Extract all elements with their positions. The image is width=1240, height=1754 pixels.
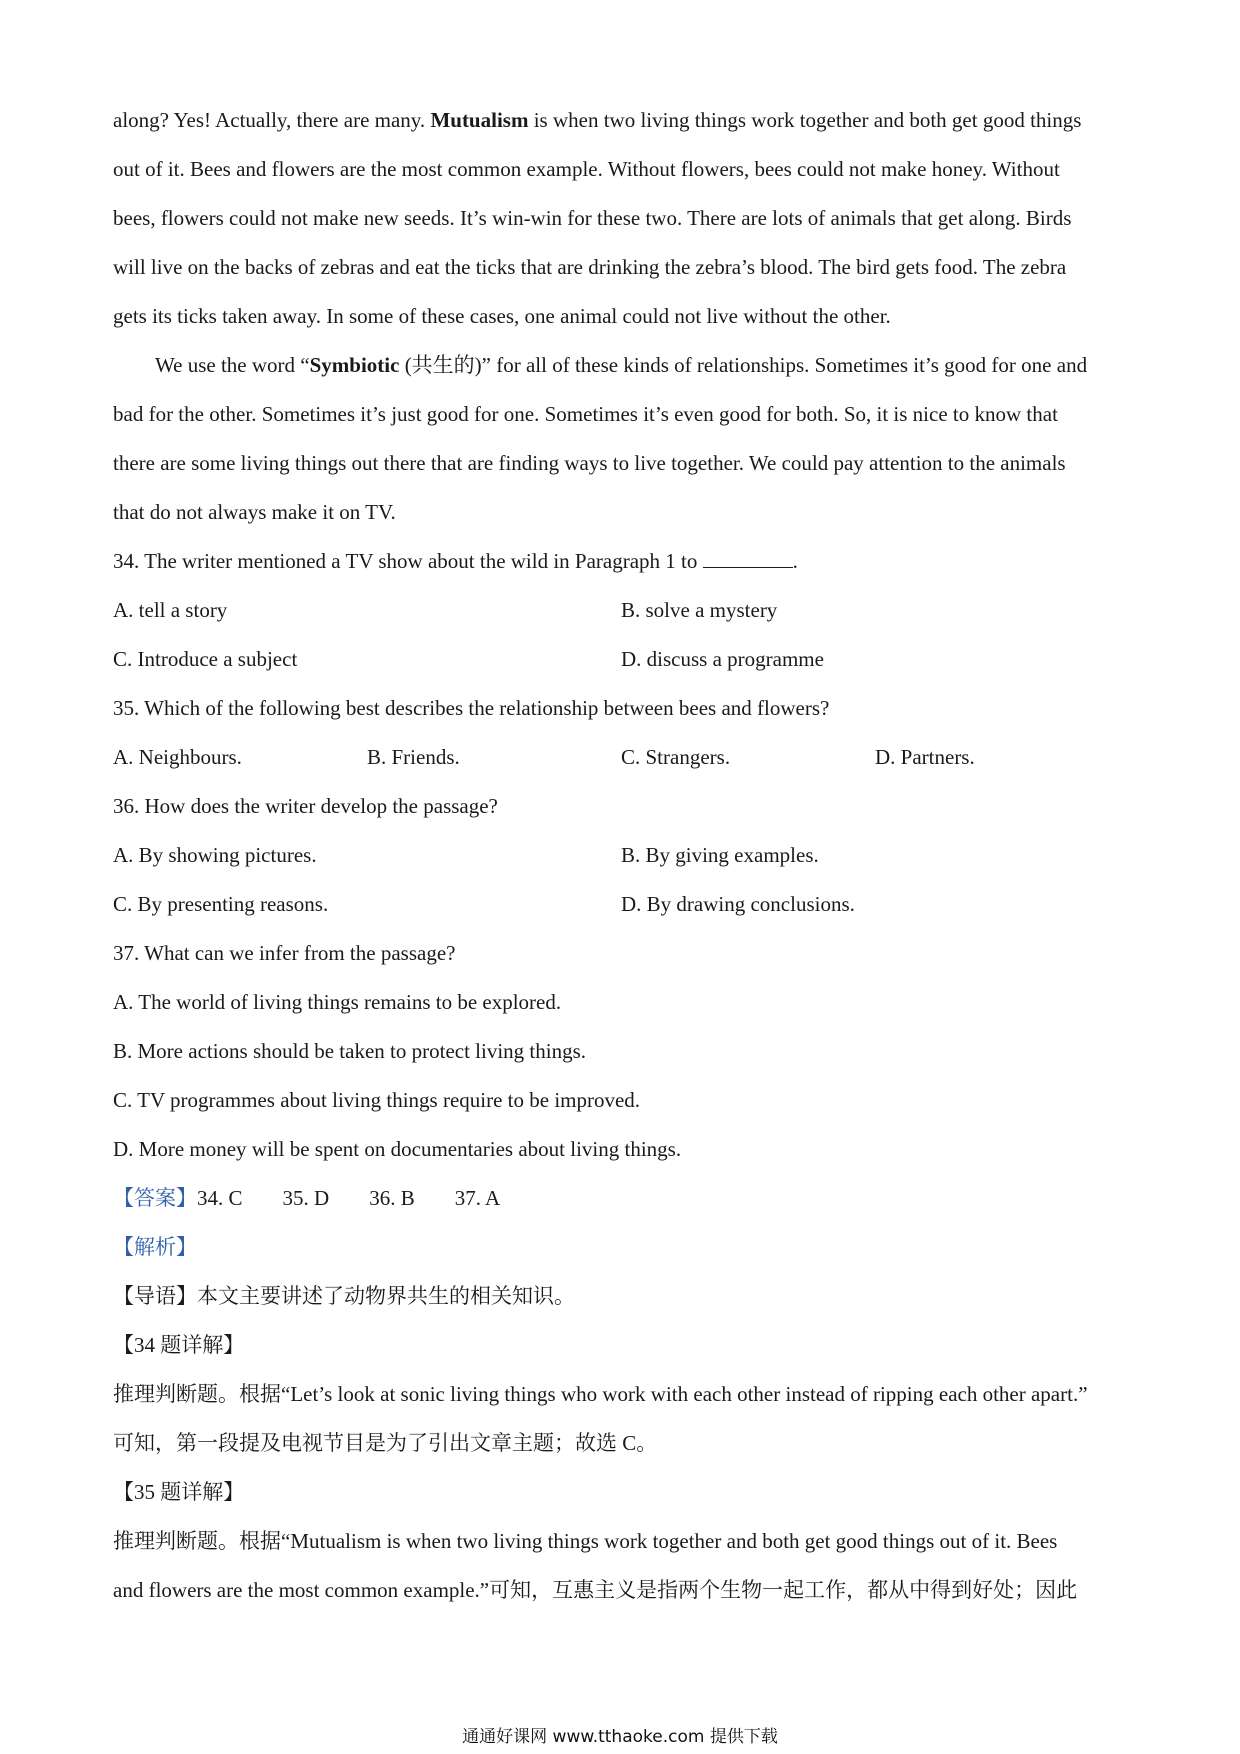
analysis-intro: 【导语】本文主要讲述了动物界共生的相关知识。 (113, 1284, 575, 1308)
analysis-heading-34: 【34 题详解】 (113, 1333, 245, 1357)
question-36-options (113, 831, 1133, 880)
answer-35: 35. D (282, 1186, 330, 1210)
analysis-heading-35: 【35 题详解】 (113, 1480, 245, 1504)
option-c: C. Strangers. (621, 745, 731, 769)
passage-line: bees, flowers could not make new seeds. It’s win-win for these two. There are lots of animals that get along. Birds (113, 206, 1072, 230)
answer-34: 34. C (197, 1186, 243, 1210)
option-a: A. The world of living things remains to be explored. (113, 990, 562, 1014)
question-35-stem: 35. Which of the following best describes the relationship between bees and flowers? (113, 696, 830, 720)
answer-label: 【答案】 (113, 1186, 197, 1210)
passage-line: that do not always make it on TV. (113, 500, 396, 524)
question-34-options (113, 586, 1133, 635)
answer-37: 37. A (454, 1186, 501, 1210)
analysis-text: 推理判断题。根据“Mutualism is when two living things work together and both get good things out of it. Bees (113, 1529, 1058, 1553)
term-symbiotic: Symbiotic (309, 353, 400, 377)
option-c: C. Introduce a subject (113, 647, 298, 671)
question-34-options (113, 635, 1133, 684)
passage-line: bad for the other. Sometimes it’s just good for one. Sometimes it’s even good for both. So, it is nice to know that (113, 402, 1058, 426)
question-37-stem: 37. What can we infer from the passage? (113, 941, 456, 965)
document-page (113, 96, 1133, 1615)
analysis-text: and flowers are the most common example.”可知，互惠主义是指两个生物一起工作，都从中得到好处；因此 (113, 1578, 1078, 1602)
answer-blank (703, 553, 793, 568)
option-d: D. Partners. (875, 745, 975, 769)
answer-36: 36. B (369, 1186, 415, 1210)
passage-line: We use the word “Symbiotic (共生的)” for all of these kinds of relationships. Sometimes it’s good for one and (155, 353, 1088, 377)
option-b: B. Friends. (367, 745, 460, 769)
answer-line (113, 1174, 1133, 1223)
analysis-label: 【解析】 (113, 1235, 197, 1259)
option-d: D. discuss a programme (621, 647, 824, 671)
option-b: B. solve a mystery (621, 598, 778, 622)
question-34-stem: 34. The writer mentioned a TV show about the wild in Paragraph 1 to . (113, 549, 798, 573)
option-d: D. More money will be spent on documentaries about living things. (113, 1137, 682, 1161)
passage-line: will live on the backs of zebras and eat the ticks that are drinking the zebra’s blood. The bird gets food. The zebra (113, 255, 1067, 279)
option-c: C. TV programmes about living things require to be improved. (113, 1088, 641, 1112)
page-footer: 通通好课网 www.tthaoke.com 提供下载 (462, 1727, 778, 1747)
option-b: B. More actions should be taken to protect living things. (113, 1039, 587, 1063)
analysis-text: 可知，第一段提及电视节目是为了引出文章主题；故选 C。 (113, 1431, 658, 1455)
option-b: B. By giving examples. (621, 843, 819, 867)
question-36-options (113, 880, 1133, 929)
question-35-options (113, 733, 1133, 782)
option-a: A. tell a story (113, 598, 228, 622)
option-d: D. By drawing conclusions. (621, 892, 855, 916)
passage-line: out of it. Bees and flowers are the most common example. Without flowers, bees could not make honey. Without (113, 157, 1060, 181)
option-a: A. By showing pictures. (113, 843, 317, 867)
passage-line: there are some living things out there that are finding ways to live together. We could pay attention to the animals (113, 451, 1066, 475)
passage-line: gets its ticks taken away. In some of these cases, one animal could not live without the other. (113, 304, 891, 328)
option-c: C. By presenting reasons. (113, 892, 329, 916)
option-a: A. Neighbours. (113, 745, 242, 769)
passage-line: along? Yes! Actually, there are many. Mutualism is when two living things work together and both get good things (113, 108, 1082, 132)
analysis-text: 推理判断题。根据“Let’s look at sonic living things who work with each other instead of ripping each other apart.” (113, 1382, 1088, 1406)
term-mutualism: Mutualism (430, 108, 529, 132)
question-36-stem: 36. How does the writer develop the passage? (113, 794, 498, 818)
